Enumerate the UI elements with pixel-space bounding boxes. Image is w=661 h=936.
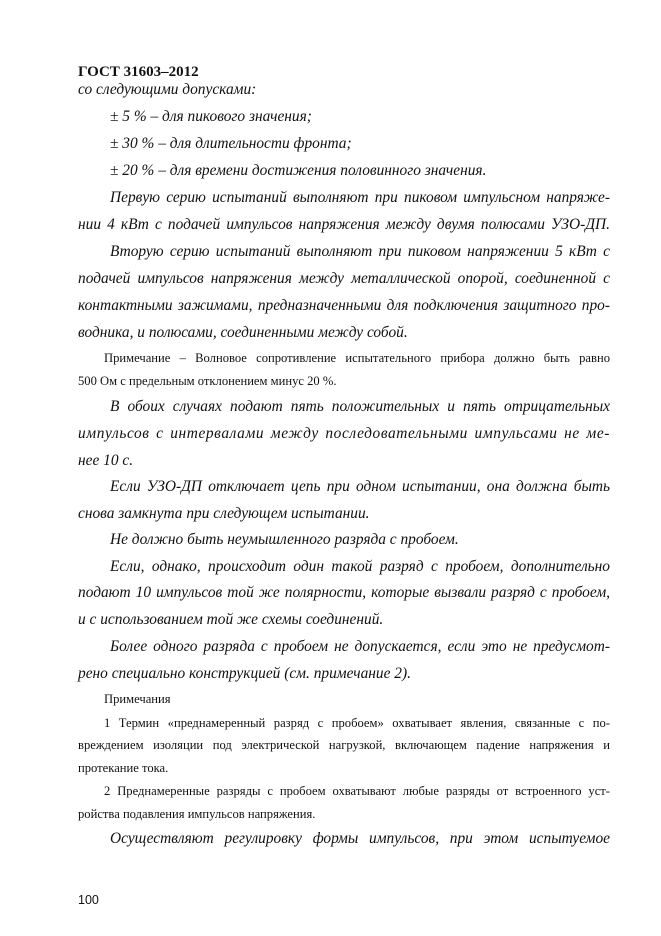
text-line: Более одного разряда с пробоем не допускается, если это не предусмот- — [110, 638, 610, 655]
text-line: подачей импульсов напряжения между металлической опорой, соединенной с — [78, 270, 610, 287]
note-line: вреждением изоляции под электрической нагрузкой, включающем падение напряжения и — [78, 738, 610, 752]
text-line: со следующими допусками: — [78, 81, 257, 98]
page-number: 100 — [78, 893, 99, 907]
tolerance-item: ± 5 % – для пикового значения; — [110, 108, 312, 125]
tolerance-item: ± 20 % – для времени достижения половинного значения. — [110, 162, 487, 179]
tolerance-item: ± 30 % – для длительности фронта; — [110, 135, 352, 152]
text-line: подают 10 импульсов той же полярности, которые вызвали разряд с пробоем, — [78, 584, 610, 601]
text-line: Не должно быть неумышленного разряда с пробоем. — [110, 531, 459, 548]
text-line: Первую серию испытаний выполняют при пиковом импульсном напряже- — [110, 189, 610, 206]
text-line: нее 10 с. — [78, 452, 134, 469]
text-line: водника, и полюсами, соединенными между собой. — [78, 324, 408, 341]
text-line: нии 4 кВт с подачей импульсов напряжения между двумя полюсами УЗО-ДП. — [78, 216, 610, 233]
note-line: ройства подавления импульсов напряжения. — [78, 807, 316, 821]
note-line: протекание тока. — [78, 761, 169, 775]
note-line: 1 Термин «преднамеренный разряд с пробоем» охватывает явления, связанные с по- — [104, 716, 610, 730]
text-line: импульсов с интервалами между последовательными импульсами не ме- — [78, 425, 610, 442]
text-line: Если УЗО-ДП отключает цепь при одном испытании, она должна быть — [110, 478, 610, 495]
note-line: Примечание – Волновое сопротивление испытательного прибора должно быть равно — [104, 351, 610, 365]
note-line: 2 Преднамеренные разряды с пробоем охватывают любые разряды от встроенного уст- — [104, 784, 610, 798]
note-line: 500 Ом с предельным отклонением минус 20 %. — [78, 374, 337, 388]
document-header: ГОСТ 31603–2012 — [78, 64, 199, 80]
text-line: снова замкнута при следующем испытании. — [78, 505, 370, 522]
text-line: Осуществляют регулировку формы импульсов, при этом испытуемое — [110, 830, 610, 847]
text-line: Если, однако, происходит один такой разряд с пробоем, дополнительно — [110, 558, 610, 575]
text-line: и с использованием той же схемы соединений. — [78, 611, 384, 628]
text-line: рено специально конструкцией (см. примечание 2). — [78, 665, 411, 682]
notes-heading: Примечания — [104, 692, 171, 706]
text-line: контактными зажимами, предназначенными для подключения защитного про- — [78, 297, 610, 314]
text-line: Вторую серию испытаний выполняют при пиковом напряжении 5 кВт с — [110, 243, 610, 260]
text-line: В обоих случаях подают пять положительных и пять отрицательных — [110, 398, 610, 415]
